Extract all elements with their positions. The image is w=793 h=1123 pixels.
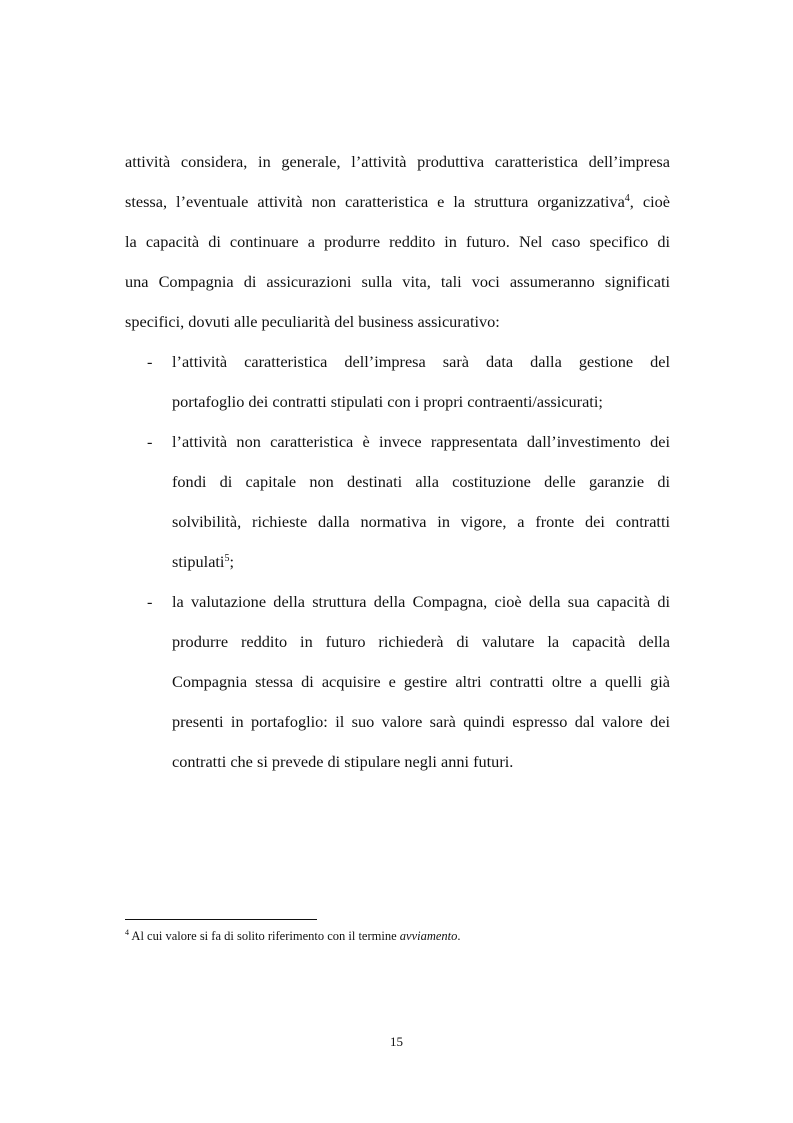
list-item-line: presenti in portafoglio: il suo valore sarà quindi espresso dal valore dei bbox=[172, 712, 670, 731]
footnote-reference: 5 bbox=[224, 553, 230, 564]
page-number: 15 bbox=[390, 1034, 403, 1049]
paragraph-line: una Compagnia di assicurazioni sulla vita, tali voci assumeranno significati bbox=[125, 272, 670, 291]
list-bullet: - bbox=[147, 592, 153, 611]
footnote-emphasis: avviamento bbox=[399, 929, 458, 943]
paragraph-line bbox=[125, 192, 670, 214]
footnote-divider bbox=[125, 919, 317, 920]
list-item-line: l’attività caratteristica dell’impresa sarà data dalla gestione del bbox=[172, 352, 670, 371]
list-item-line: la valutazione della struttura della Compagna, cioè della sua capacità di bbox=[172, 592, 670, 611]
paragraph-line: specifici, dovuti alle peculiarità del business assicurativo: bbox=[125, 312, 500, 331]
footnote bbox=[125, 929, 461, 944]
list-item-line-tail: ; bbox=[229, 552, 234, 571]
list-item-line-text: stipulati bbox=[172, 552, 225, 571]
list-item-line: solvibilità, richieste dalla normativa in vigore, a fronte dei contratti bbox=[172, 512, 670, 531]
footnote-end: . bbox=[457, 929, 461, 943]
paragraph-line: attività considera, in generale, l’attività produttiva caratteristica dell’impresa bbox=[125, 152, 670, 171]
paragraph-line-text: stessa, l’eventuale attività non caratteristica e la struttura organizzativa bbox=[125, 192, 625, 211]
paragraph-line: la capacità di continuare a produrre reddito in futuro. Nel caso specifico di bbox=[125, 232, 670, 251]
list-item-line: portafoglio dei contratti stipulati con i propri contraenti/assicurati; bbox=[172, 392, 603, 411]
list-bullet: - bbox=[147, 432, 153, 451]
list-item-line: l’attività non caratteristica è invece rappresentata dall’investimento dei bbox=[172, 432, 670, 451]
footnote-text: Al cui valore si fa di solito riferimento con il termine bbox=[129, 929, 400, 943]
list-bullet: - bbox=[147, 352, 153, 371]
list-item-line bbox=[172, 552, 670, 572]
list-item-line: Compagnia stessa di acquisire e gestire altri contratti oltre a quelli già bbox=[172, 672, 670, 691]
list-item-line: fondi di capitale non destinati alla costituzione delle garanzie di bbox=[172, 472, 670, 491]
paragraph-line-tail: , cioè bbox=[629, 192, 670, 211]
list-item-line: produrre reddito in futuro richiederà di valutare la capacità della bbox=[172, 632, 670, 651]
footnote-reference: 4 bbox=[624, 193, 630, 204]
list-item-line: contratti che si prevede di stipulare negli anni futuri. bbox=[172, 752, 514, 771]
footnote-number: 4 bbox=[125, 928, 129, 937]
